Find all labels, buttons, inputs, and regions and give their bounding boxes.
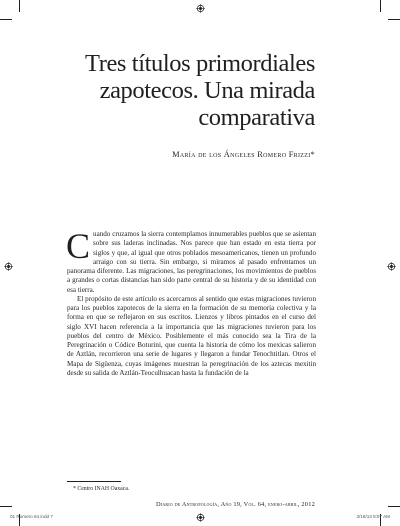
title-line: zapotecos. Una mirada — [99, 77, 315, 104]
drop-cap: C — [66, 226, 91, 266]
print-slug-left: 01 Romero 64.indd 7 — [10, 514, 53, 519]
registration-mark-top — [196, 4, 205, 13]
crop-mark — [380, 0, 381, 12]
author-byline: María de los Ángeles Romero Frizzi* — [172, 150, 315, 159]
body-paragraph — [66, 226, 316, 295]
crop-mark — [19, 0, 20, 12]
registration-mark-right — [387, 262, 396, 271]
journal-footer: Diario de Antropología, Año 19, Vol. 64, enero-abril, 2012 — [155, 501, 315, 508]
crop-mark — [0, 506, 12, 507]
crop-mark — [0, 19, 12, 20]
body-paragraph: El propósito de este artículo es acercarnos al sentido que estas migraciones tuvieron para los pueblos zapotecos de la sierra en la formación de su memoria colectiva y la forma en que se reflejaron en sus escritos. Lienzos y libros pintados en el curso del siglo XVI hacen referencia a la importancia que las migraciones tuvieron para los pueblos del centro de México. Posiblemente el más conocido sea la Tira de la Peregrinación o Códice Boturini, que cuenta la historia de cómo los mexicas salieron de Aztlán, recorrieron una serie de lugares y llegaron a fundar Tenochtitlan. Otros el Mapa de Sigüenza, cuyas imágenes muestran la peregrinación de los aztecas mexitin desde su salida de Aztlán-Teoculhuacan hasta la fundación de la — [67, 294, 316, 377]
title-line: Tres títulos primordiales — [84, 50, 315, 77]
footnote: * Centro INAH Oaxaca. — [73, 486, 130, 492]
crop-mark — [388, 19, 400, 20]
print-slug-right: 3/18/13 8:57 AM — [356, 514, 390, 519]
footnote-rule — [67, 481, 121, 482]
article-body — [66, 226, 316, 378]
registration-mark-bottom — [196, 513, 205, 522]
crop-mark — [388, 506, 400, 507]
registration-mark-left — [4, 262, 13, 271]
paragraph-text: uando cruzamos la sierra contemplamos innumerables pueblos que se asientan sobre sus laderas inclinadas. Nos parece que han estado en esta tierra por siglos y que, al igual que otros poblados mesoamericanos, tienen un profundo arraigo con su tierra. Sin embargo, si miramos al pasado enfrentamos un panorama diferente. Las migraciones, las peregrinaciones, los movimientos de pueblos a grandes o cortas distancias han sido parte central de su historia y de su identidad con esa tierra. — [67, 230, 316, 294]
article-title — [75, 50, 315, 131]
title-line: comparativa — [198, 104, 315, 131]
